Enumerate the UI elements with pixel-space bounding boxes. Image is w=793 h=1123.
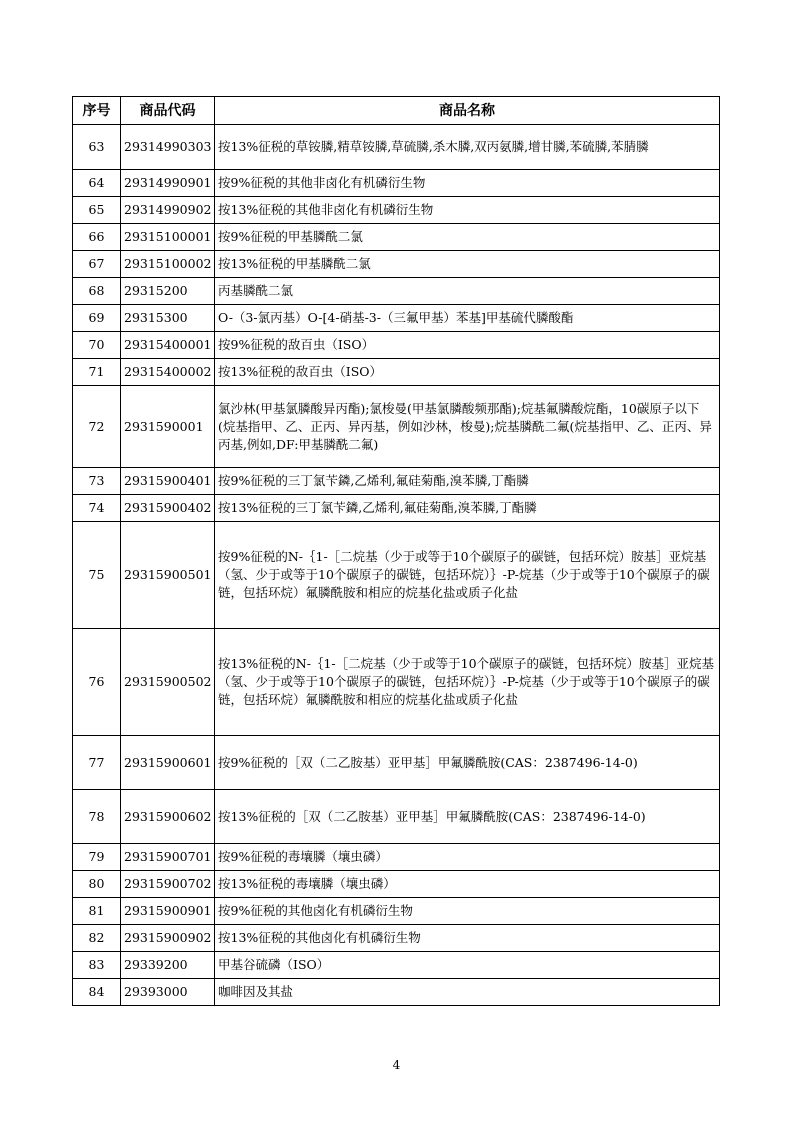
serial-number: 67 bbox=[73, 251, 121, 278]
serial-number: 77 bbox=[73, 736, 121, 790]
header-serial-number: 序号 bbox=[73, 97, 121, 125]
table-row bbox=[73, 629, 720, 736]
goods-code: 29315900601 bbox=[121, 736, 215, 790]
table-row bbox=[73, 844, 720, 871]
table-row bbox=[73, 359, 720, 386]
goods-name: 按9%征税的甲基膦酰二氯 bbox=[215, 224, 720, 251]
goods-code: 29314990901 bbox=[121, 170, 215, 197]
goods-code: 29315400002 bbox=[121, 359, 215, 386]
goods-name: 按13%征税的N-｛1-［二烷基（少于或等于10个碳原子的碳链，包括环烷）胺基］亚烷基（氢、少于或等于10个碳原子的碳链，包括环烷）｝-P-烷基（少于或等于10个碳原子的碳链，包括环烷）氟膦酰胺和相应的烷基化盐或质子化盐 bbox=[215, 629, 720, 736]
goods-name: 按9%征税的N-｛1-［二烷基（少于或等于10个碳原子的碳链，包括环烷）胺基］亚烷基（氢、少于或等于10个碳原子的碳链，包括环烷）｝-P-烷基（少于或等于10个碳原子的碳链，包括环烷）氟膦酰胺和相应的烷基化盐或质子化盐 bbox=[215, 522, 720, 629]
goods-name: 按13%征税的甲基膦酰二氯 bbox=[215, 251, 720, 278]
header-goods-name: 商品名称 bbox=[215, 97, 720, 125]
serial-number: 79 bbox=[73, 844, 121, 871]
serial-number: 80 bbox=[73, 871, 121, 898]
table-header-row bbox=[73, 97, 720, 125]
serial-number: 84 bbox=[73, 979, 121, 1006]
goods-name: 按9%征税的毒壤膦（壤虫磷） bbox=[215, 844, 720, 871]
page-number: 4 bbox=[392, 1058, 401, 1072]
serial-number: 81 bbox=[73, 898, 121, 925]
table-row bbox=[73, 386, 720, 468]
goods-code: 29315100001 bbox=[121, 224, 215, 251]
table-row bbox=[73, 251, 720, 278]
table-row bbox=[73, 952, 720, 979]
goods-table bbox=[72, 96, 720, 1006]
table-row bbox=[73, 790, 720, 844]
serial-number: 66 bbox=[73, 224, 121, 251]
table-row bbox=[73, 468, 720, 495]
serial-number: 65 bbox=[73, 197, 121, 224]
goods-code: 29315100002 bbox=[121, 251, 215, 278]
goods-code: 29315900902 bbox=[121, 925, 215, 952]
goods-code: 29314990303 bbox=[121, 125, 215, 170]
goods-name: O-（3-氯丙基）O-[4-硝基-3-（三氟甲基）苯基]甲基硫代膦酸酯 bbox=[215, 305, 720, 332]
goods-code: 29315900501 bbox=[121, 522, 215, 629]
table-row bbox=[73, 871, 720, 898]
serial-number: 69 bbox=[73, 305, 121, 332]
table-row bbox=[73, 305, 720, 332]
table-row bbox=[73, 197, 720, 224]
table-row bbox=[73, 332, 720, 359]
serial-number: 74 bbox=[73, 495, 121, 522]
goods-name: 咖啡因及其盐 bbox=[215, 979, 720, 1006]
serial-number: 78 bbox=[73, 790, 121, 844]
goods-code: 29315900901 bbox=[121, 898, 215, 925]
serial-number: 72 bbox=[73, 386, 121, 468]
goods-code: 29315900701 bbox=[121, 844, 215, 871]
goods-code: 29315900402 bbox=[121, 495, 215, 522]
table-row bbox=[73, 495, 720, 522]
goods-name: 按9%征税的三丁氯苄鏻,乙烯利,氟硅菊酯,溴苯膦,丁酯膦 bbox=[215, 468, 720, 495]
table-row bbox=[73, 278, 720, 305]
goods-code: 29393000 bbox=[121, 979, 215, 1006]
serial-number: 68 bbox=[73, 278, 121, 305]
table-row bbox=[73, 736, 720, 790]
serial-number: 76 bbox=[73, 629, 121, 736]
goods-name: 氯沙林(甲基氯膦酸异丙酯);氯梭曼(甲基氯膦酸频那酯);烷基氟膦酸烷酯，10碳原子以下(烷基指甲、乙、正丙、异丙基，例如沙林，梭曼);烷基膦酰二氟(烷基指甲、乙、正丙、异丙基,例如,DF:甲基膦酰二氟) bbox=[215, 386, 720, 468]
goods-name: 按13%征税的草铵膦,精草铵膦,草硫膦,杀木膦,双丙氨膦,增甘膦,苯硫膦,苯腈膦 bbox=[215, 125, 720, 170]
serial-number: 63 bbox=[73, 125, 121, 170]
serial-number: 75 bbox=[73, 522, 121, 629]
serial-number: 82 bbox=[73, 925, 121, 952]
table-row bbox=[73, 925, 720, 952]
header-goods-code: 商品代码 bbox=[121, 97, 215, 125]
goods-code: 29339200 bbox=[121, 952, 215, 979]
goods-code: 29315300 bbox=[121, 305, 215, 332]
goods-code: 2931590001 bbox=[121, 386, 215, 468]
table-row bbox=[73, 898, 720, 925]
table-row bbox=[73, 979, 720, 1006]
goods-code: 29315900401 bbox=[121, 468, 215, 495]
goods-name: 按13%征税的其他卤化有机磷衍生物 bbox=[215, 925, 720, 952]
goods-code: 29315400001 bbox=[121, 332, 215, 359]
goods-name: 按9%征税的敌百虫（ISO） bbox=[215, 332, 720, 359]
table-row bbox=[73, 522, 720, 629]
goods-name: 丙基膦酰二氯 bbox=[215, 278, 720, 305]
goods-name: 甲基谷硫磷（ISO） bbox=[215, 952, 720, 979]
goods-code: 29315900502 bbox=[121, 629, 215, 736]
goods-name: 按9%征税的其他非卤化有机磷衍生物 bbox=[215, 170, 720, 197]
serial-number: 70 bbox=[73, 332, 121, 359]
table-body bbox=[73, 125, 720, 1006]
serial-number: 64 bbox=[73, 170, 121, 197]
goods-name: 按9%征税的其他卤化有机磷衍生物 bbox=[215, 898, 720, 925]
goods-name: 按13%征税的［双（二乙胺基）亚甲基］甲氟膦酰胺(CAS：2387496-14-0) bbox=[215, 790, 720, 844]
table-row bbox=[73, 170, 720, 197]
goods-code: 29315200 bbox=[121, 278, 215, 305]
goods-name: 按13%征税的敌百虫（ISO） bbox=[215, 359, 720, 386]
serial-number: 73 bbox=[73, 468, 121, 495]
goods-code: 29315900702 bbox=[121, 871, 215, 898]
serial-number: 71 bbox=[73, 359, 121, 386]
goods-name: 按13%征税的三丁氯苄鏻,乙烯利,氟硅菊酯,溴苯膦,丁酯膦 bbox=[215, 495, 720, 522]
goods-name: 按9%征税的［双（二乙胺基）亚甲基］甲氟膦酰胺(CAS：2387496-14-0) bbox=[215, 736, 720, 790]
goods-code: 29314990902 bbox=[121, 197, 215, 224]
goods-name: 按13%征税的毒壤膦（壤虫磷） bbox=[215, 871, 720, 898]
goods-name: 按13%征税的其他非卤化有机磷衍生物 bbox=[215, 197, 720, 224]
serial-number: 83 bbox=[73, 952, 121, 979]
table-row bbox=[73, 125, 720, 170]
table-row bbox=[73, 224, 720, 251]
goods-code: 29315900602 bbox=[121, 790, 215, 844]
